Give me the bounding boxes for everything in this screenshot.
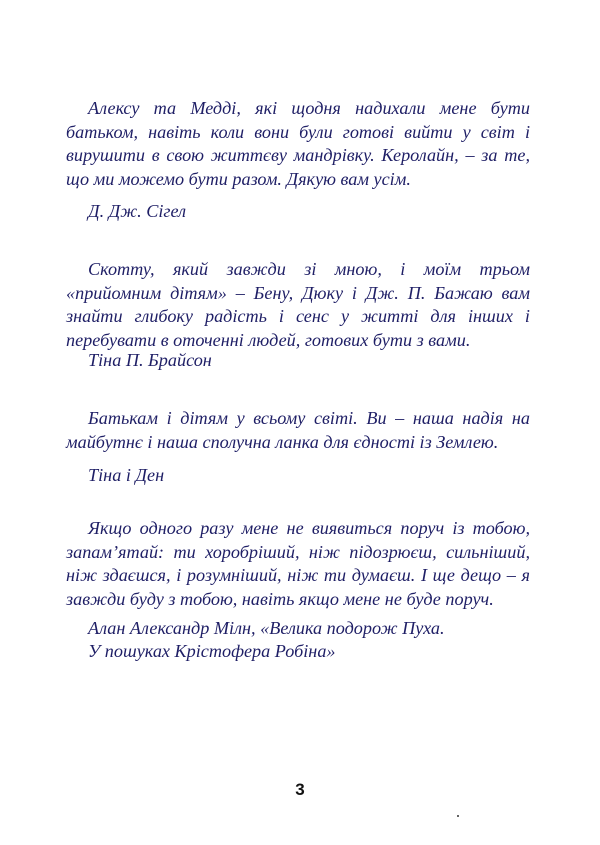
dedication-paragraph-3: Батькам і дітям у всьому світі. Ви – наша надія на майбутнє і наша сполучна ланка для єдності із Землею. [66, 408, 530, 452]
dedication-signature-1: Д. Дж. Сігел [88, 201, 187, 221]
epigraph-attribution-line-1: Алан Александр Мілн, «Велика подорож Пуха. [88, 618, 445, 638]
page-number: 3 [295, 780, 305, 799]
epigraph-attribution-line-2: У пошуках Крістофера Робіна» [88, 641, 336, 661]
dedication-paragraph-1: Алексу та Медді, які щодня надихали мене бути батьком, навіть коли вони були готові вийти у світ і вирушити в свою життєву мандрівку. Керолайн, – за те, що ми можемо бути разом. Дякую вам усім. [66, 98, 530, 189]
epigraph-paragraph: Якщо одного разу мене не виявиться поруч із тобою, запам’ятай: ти хоробріший, ніж підозрюєш, сильніший, ніж здаєшся, і розумніший, ніж ти думаєш. І ще дещо – я завжди буду з тобою, навіть якщо мене не буде поруч. [66, 518, 530, 609]
dedication-signature-3: Тіна і Ден [88, 465, 165, 485]
scan-dot [457, 815, 459, 817]
dedication-signature-2: Тіна П. Брайсон [88, 350, 212, 370]
dedication-paragraph-2: Скотту, який завжди зі мною, і моїм трьом «прийомним дітям» – Бену, Дюку і Дж. П. Бажаю вам знайти глибоку радість і сенс у житті для інших і перебувати в оточенні людей, готових бути з вами. [66, 259, 530, 350]
